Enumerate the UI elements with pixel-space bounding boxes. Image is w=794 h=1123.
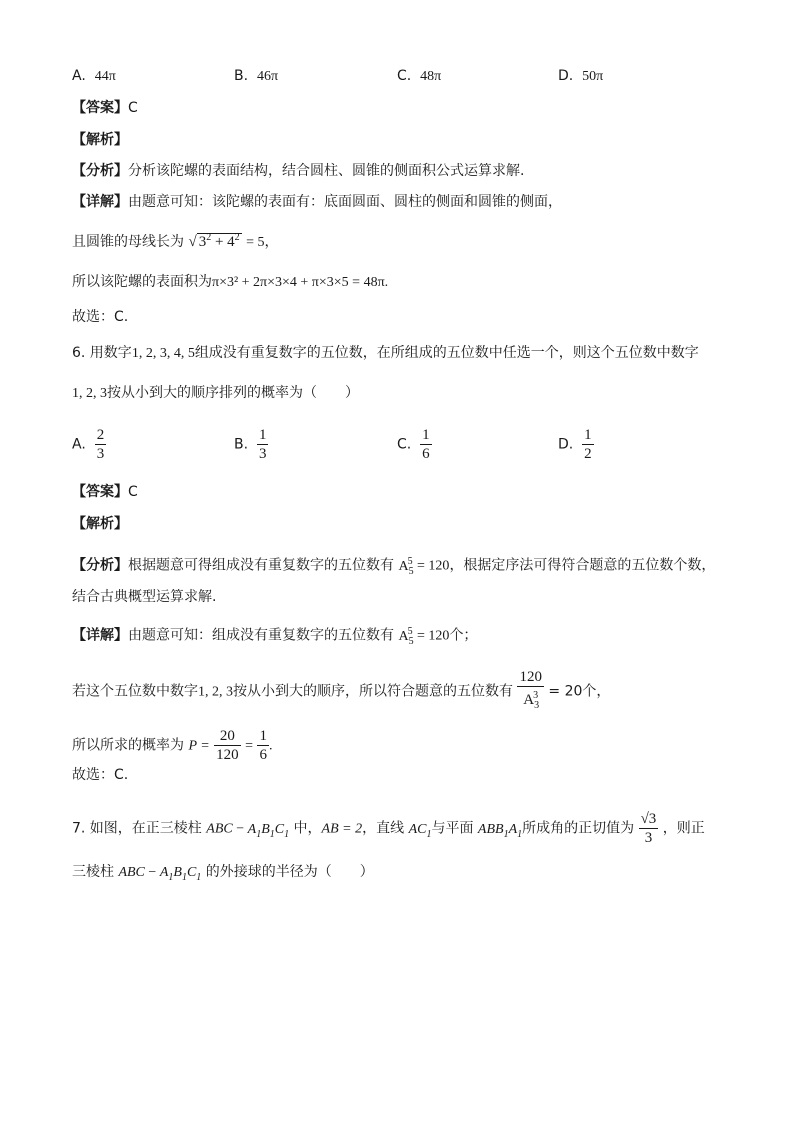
- q5-conclusion: 故选：C.: [72, 309, 129, 325]
- q6-probability-line: 所以所求的概率为 P = $\frac{20}{120}$ = $\frac{1}{6}$ .: [72, 728, 273, 763]
- q5-fenxi: 【分析】分析该陀螺的表面结构，结合圆柱、圆锥的侧面积公式运算求解.: [72, 163, 525, 179]
- q5-generatrix-line: 且圆锥的母线长为 √ $3^2 + 4^2 = 5$，: [72, 228, 279, 253]
- q6-conclusion: 故选：C.: [72, 767, 129, 783]
- q6-fenxi: 【分析】根据题意可得组成没有重复数字的五位数有 $A_5^5 = 120$，根据定序法可得符合题意的五位数个数，: [72, 556, 716, 577]
- q6-analysis-heading: 【解析】: [72, 516, 128, 532]
- q5-analysis-heading: 【解析】: [72, 132, 128, 148]
- q6-xiangjie-line2: 若这个五位数中数字1, 2, 3按从小到大的顺序，所以符合题意的五位数有 $\frac{120}{A_3^3}$ = 20个，: [72, 669, 611, 711]
- q6-stem-line2: 1, 2, 3按从小到大的顺序排列的概率为（ ）: [72, 385, 359, 401]
- q5-option-a: A. 44π: [72, 68, 116, 84]
- q5-option-b: B. 46π: [234, 68, 279, 84]
- q7-stem-line1: 7. 如图，在正三棱柱 ABC − $A_1B_1C_1$ 中，AB = 2，直线 $AC_1$与平面 $ABB_1A_1$所成角的正切值为 $\frac{√3}{3}$ ，则正: [72, 811, 705, 846]
- q6-option-d: D. $\frac{1}{2}$: [558, 427, 592, 462]
- q7-stem-line2: 三棱柱 ABC − $A_1B_1C_1$ 的外接球的半径为（ ）: [72, 864, 374, 883]
- q5-option-c: C. 48π: [397, 68, 442, 84]
- q5-answer: 【答案】C: [72, 100, 138, 116]
- q6-option-c: C. $\frac{1}{6}$: [397, 427, 430, 462]
- q6-fenxi-line2: 结合古典概型运算求解.: [72, 589, 217, 605]
- q5-xiangjie: 【详解】由题意可知：该陀螺的表面有：底面圆面、圆柱的侧面和圆锥的侧面，: [72, 194, 562, 210]
- q5-option-d: D. 50π: [558, 68, 604, 84]
- q6-option-b: B. $\frac{1}{3}$: [234, 427, 267, 462]
- q6-stem-line1: 6. 用数字1, 2, 3, 4, 5组成没有重复数字的五位数，在所组成的五位数中任选一个，则这个五位数中数字: [72, 345, 699, 361]
- q6-answer: 【答案】C: [72, 484, 138, 500]
- q5-surface-area-line: 所以该陀螺的表面积为π×3² + 2π×3×4 + π×3×5 = 48π.: [72, 274, 389, 290]
- q6-option-a: A. $\frac{2}{3}$: [72, 427, 105, 462]
- q6-xiangjie: 【详解】由题意可知：组成没有重复数字的五位数有 $A_5^5 = 120$个；: [72, 626, 478, 647]
- sqrt-expression: √ $3^2 + 4^2$: [188, 232, 240, 250]
